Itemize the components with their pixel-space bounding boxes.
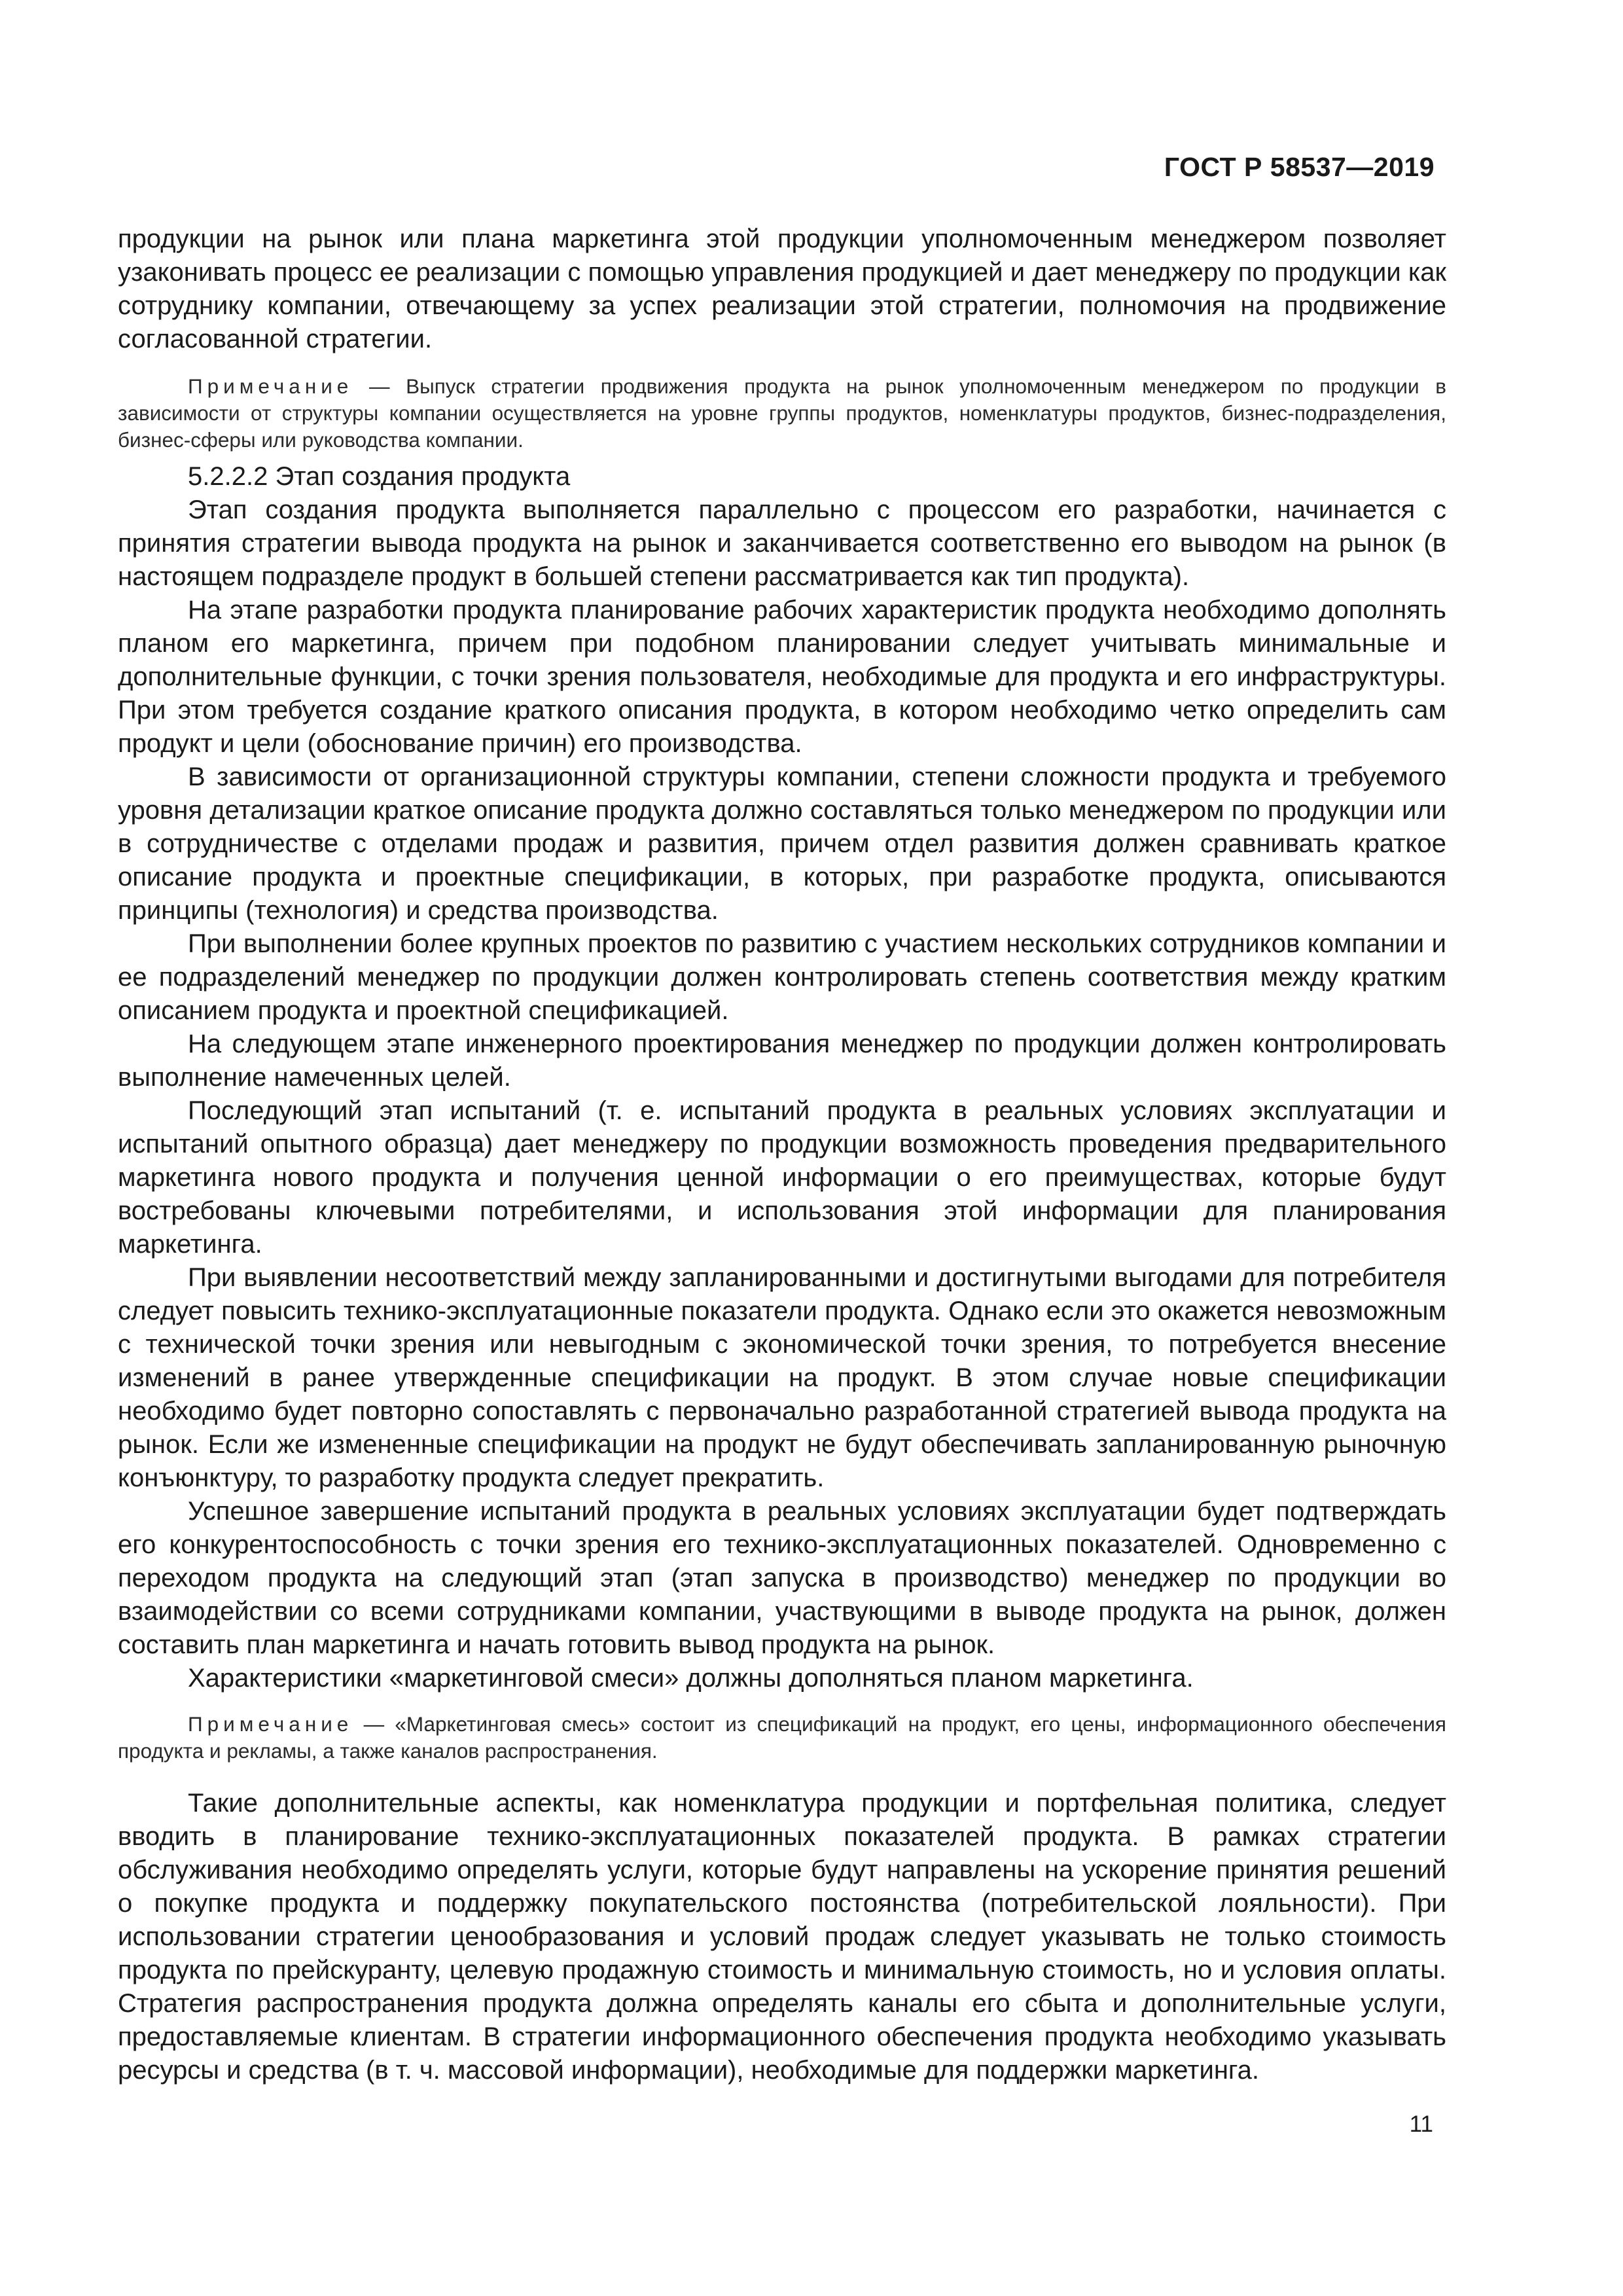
document-header: ГОСТ Р 58537—2019	[1164, 152, 1435, 182]
note-label: Примечание	[188, 1712, 353, 1736]
paragraph: Последующий этап испытаний (т. е. испытаний продукта в реальных условиях эксплуатации и испытаний опытного образца) дает менеджеру по продукции возможность проведения предварительного маркетинга нового продукта и получения ценной информации о его преимуществах, которые будут востребованы ключевыми потребителями, и использования этой информации для планирования маркетинга.	[118, 1096, 1446, 1259]
section-heading: 5.2.2.2 Этап создания продукта	[188, 462, 571, 491]
note-text: — «Маркетинговая смесь» состоит из спецификаций на продукт, его цены, информационного обеспечения продукта и рекламы, а также каналов распространения.	[118, 1712, 1446, 1763]
paragraph: В зависимости от организационной структуры компании, степени сложности продукта и требуемого уровня детализации краткое описание продукта должно составляться только менеджером по продукции или в сотрудничестве с отделами продаж и развития, причем отдел развития должен сравнивать краткое описание продукта и проектные спецификации, в которых, при разработке продукта, описываются принципы (технология) и средства производства.	[118, 762, 1446, 925]
paragraph: Успешное завершение испытаний продукта в реальных условиях эксплуатации будет подтверждать его конкурентоспособность с точки зрения его технико-эксплуатационных показателей. Одновременно с переходом продукта на следующий этап (этап запуска в производство) менеджер по продукции во взаимодействии со всеми сотрудниками компании, участвующими в выводе продукта на рынок, должен составить план маркетинга и начать готовить вывод продукта на рынок.	[118, 1497, 1446, 1659]
paragraph: продукции на рынок или плана маркетинга этой продукции уполномоченным менеджером позволяет узаконивать процесс ее реализации с помощью управления продукцией и дает менеджеру по продукции как сотруднику компании, отвечающему за успех реализации этой стратегии, полномочия на продвижение согласованной стратегии.	[118, 224, 1446, 353]
note-label: Примечание	[188, 374, 353, 398]
paragraph: При выявлении несоответствий между запланированными и достигнутыми выгодами для потребителя следует повысить технико-эксплуатационные показатели продукта. Однако если это окажется невозможным с технической точки зрения или невыгодным с экономической точки зрения, то потребуется внесение изменений в ранее утвержденные спецификации на продукт. В этом случае новые спецификации необходимо будет повторно сопоставлять с первоначально разработанной стратегией вывода продукта на рынок. Если же измененные спецификации на продукт не будут обеспечивать запланированную рыночную конъюнктуру, то разработку продукта следует прекратить.	[118, 1263, 1446, 1492]
paragraph: Характеристики «маркетинговой смеси» должны дополняться планом маркетинга.	[188, 1664, 1194, 1693]
paragraph: Такие дополнительные аспекты, как номенклатура продукции и портфельная политика, следует вводить в планирование технико-эксплуатационных показателей продукта. В рамках стратегии обслуживания необходимо определять услуги, которые будут направлены на ускорение принятия решений о покупке продукта и поддержку покупательского постоянства (потребительской лояльности). При использовании стратегии ценообразования и условий продаж следует указывать не только стоимость продукта по прейскуранту, целевую продажную стоимость и минимальную стоимость, но и условия оплаты. Стратегия распространения продукта должна определять каналы его сбыта и дополнительные услуги, предоставляемые клиентам. В стратегии информационного обеспечения продукта необходимо указывать ресурсы и средства (в т. ч. массовой информации), необходимые для поддержки маркетинга.	[118, 1789, 1446, 2085]
note	[118, 1711, 1446, 1765]
page-number: 11	[1409, 2111, 1433, 2137]
paragraph: Этап создания продукта выполняется параллельно с процессом его разработки, начинается с принятия стратегии вывода продукта на рынок и заканчивается соответственно его выводом на рынок (в настоящем подразделе продукт в большей степени рассматривается как тип продукта).	[118, 495, 1446, 591]
note	[118, 373, 1446, 454]
paragraph: При выполнении более крупных проектов по развитию с участием нескольких сотрудников компании и ее подразделений менеджер по продукции должен контролировать степень соответствия между кратким описанием продукта и проектной спецификацией.	[118, 929, 1446, 1025]
paragraph: На следующем этапе инженерного проектирования менеджер по продукции должен контролировать выполнение намеченных целей.	[118, 1030, 1446, 1092]
paragraph: На этапе разработки продукта планирование рабочих характеристик продукта необходимо дополнять планом его маркетинга, причем при подобном планировании следует учитывать минимальные и дополнительные функции, с точки зрения пользователя, необходимые для продукта и его инфраструктуры. При этом требуется создание краткого описания продукта, в котором необходимо четко определить сам продукт и цели (обоснование причин) его производства.	[118, 596, 1446, 758]
note-text: — Выпуск стратегии продвижения продукта на рынок уполномоченным менеджером по продукции в зависимости от структуры компании осуществляется на уровне группы продуктов, номенклатуры продуктов, бизнес-подразделения, бизнес-сферы или руководства компании.	[118, 374, 1446, 452]
document-body	[118, 223, 1446, 2087]
